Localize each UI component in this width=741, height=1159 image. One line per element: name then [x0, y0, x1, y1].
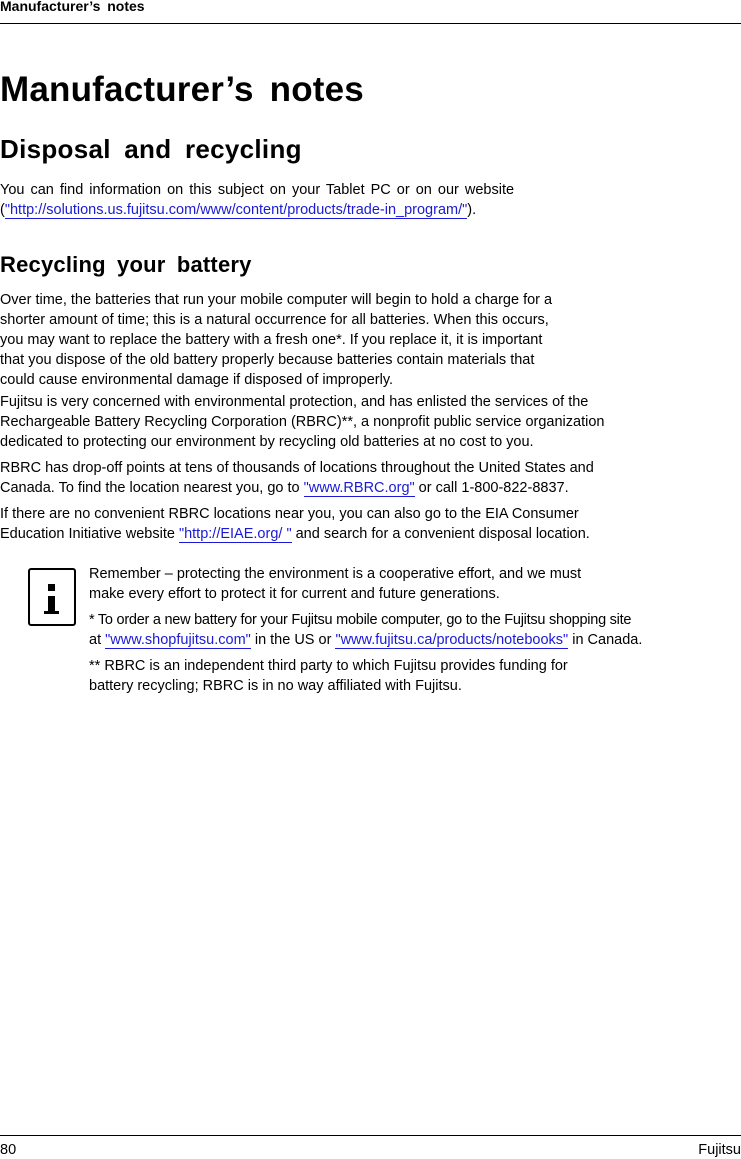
battery-p1-line: could cause environmental damage if disposed of improperly. [0, 372, 394, 388]
battery-paragraph-1 [0, 290, 552, 390]
eiae-link[interactable]: "http://EIAE.org/ " [178, 526, 292, 542]
info-icon [28, 568, 76, 626]
battery-paragraph-4 [0, 504, 590, 544]
fujitsu-canada-link[interactable]: "www.fujitsu.ca/products/notebooks" [335, 632, 569, 648]
open-paren: ( [0, 202, 5, 218]
disposal-paragraph [0, 180, 514, 220]
note-p2-text: at [89, 632, 106, 648]
battery-p2-line: Fujitsu is very concerned with environmental protection, and has enlisted the services of the [0, 394, 589, 410]
rbrc-link[interactable]: "www.RBRC.org" [303, 480, 415, 496]
battery-p4-link-line [0, 524, 590, 544]
note-p2-line: * To order a new battery for your Fujitsu mobile computer, go to the Fujitsu shopping site [89, 612, 632, 628]
page-footer [0, 1135, 741, 1159]
battery-p3-text: or call 1-800-822-8837. [414, 480, 569, 496]
section-title-disposal: Disposal and recycling [0, 134, 302, 164]
shopfujitsu-link[interactable]: "www.shopfujitsu.com" [105, 632, 251, 648]
page-title: Manufacturer’s notes [0, 70, 364, 109]
battery-p4-line: If there are no convenient RBRC locations near you, you can also go to the EIA Consumer [0, 506, 579, 522]
running-header-title: Manufacturer’s notes [0, 0, 145, 14]
close-paren: ). [467, 202, 477, 218]
note-paragraph-3 [89, 656, 568, 696]
battery-p2-line: dedicated to protecting our environment by recycling old batteries at no cost to you. [0, 434, 534, 450]
note-p3-line: battery recycling; RBRC is in no way affiliated with Fujitsu. [89, 678, 462, 694]
battery-p1-line: shorter amount of time; this is a natural occurrence for all batteries. When this occurs, [0, 312, 549, 328]
battery-p4-text: and search for a convenient disposal location. [291, 526, 590, 542]
battery-paragraph-3 [0, 458, 594, 498]
note-paragraph-2 [89, 610, 642, 650]
battery-p3-link-line [0, 478, 594, 498]
note-p2-text: in the US or [250, 632, 336, 648]
note-paragraph-1 [89, 564, 581, 604]
battery-p3-line: RBRC has drop-off points at tens of thousands of locations throughout the United States and [0, 460, 594, 476]
battery-p3-text: Canada. To find the location nearest you, go to [0, 480, 304, 496]
battery-p1-line: Over time, the batteries that run your mobile computer will begin to hold a charge for a [0, 292, 553, 308]
battery-p1-line: you may want to replace the battery with a fresh one*. If you replace it, it is important [0, 332, 543, 348]
section-title-recycling-battery: Recycling your battery [0, 252, 252, 277]
info-icon-dot [48, 584, 55, 591]
note-p1-line: Remember – protecting the environment is a cooperative effort, and we must [89, 566, 582, 582]
disposal-link-line [0, 200, 514, 220]
note-p3-line: ** RBRC is an independent third party to which Fujitsu provides funding for [89, 658, 568, 674]
info-icon-foot [44, 611, 59, 614]
trade-in-program-link[interactable]: "http://solutions.us.fujitsu.com/www/content/products/trade-in_program/" [4, 202, 468, 218]
note-p1-line: make every effort to protect it for current and future generations. [89, 586, 500, 602]
battery-paragraph-2 [0, 392, 604, 452]
footer-brand: Fujitsu [698, 1142, 741, 1158]
disposal-line: You can find information on this subject on your Tablet PC or on our website [0, 182, 515, 198]
battery-p2-line: Rechargeable Battery Recycling Corporation (RBRC)**, a nonprofit public service organization [0, 414, 605, 430]
page-number: 80 [0, 1142, 17, 1158]
note-p2-link-line [89, 630, 642, 650]
battery-p4-text: Education Initiative website [0, 526, 179, 542]
note-p2-text: in Canada. [568, 632, 643, 648]
battery-p1-line: that you dispose of the old battery properly because batteries contain materials that [0, 352, 535, 368]
running-header [0, 0, 741, 24]
